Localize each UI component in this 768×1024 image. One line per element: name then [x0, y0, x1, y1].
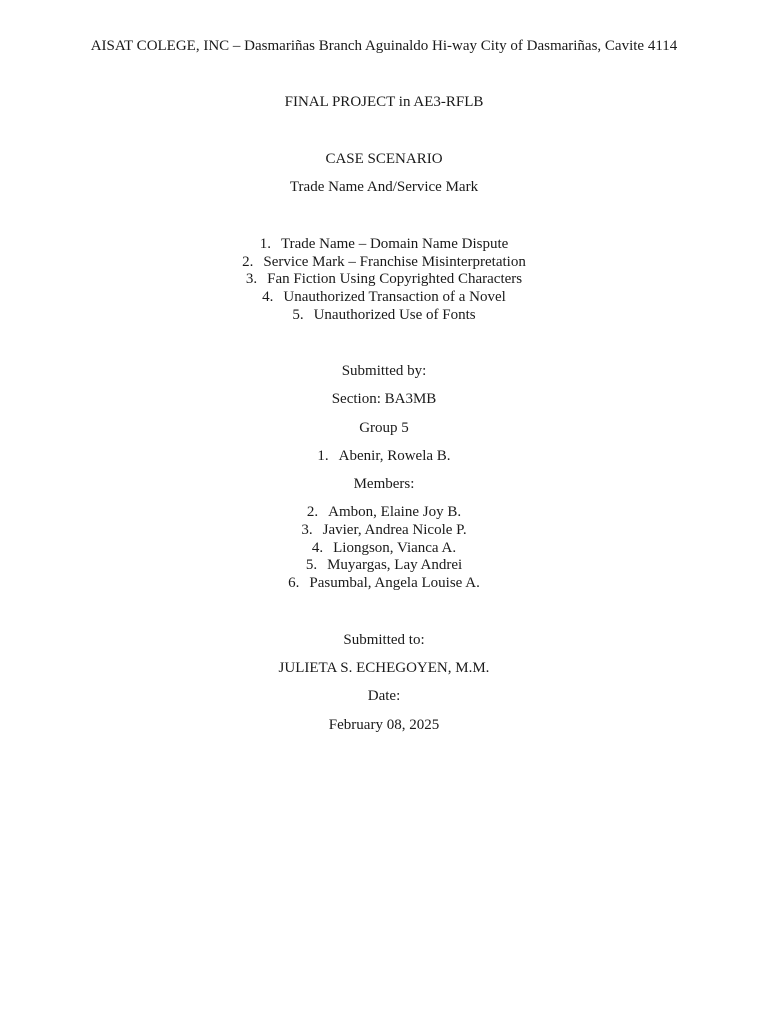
date-value: February 08, 2025	[328, 717, 440, 733]
list-item	[0, 270, 768, 288]
list-item	[0, 306, 768, 324]
list-item	[0, 574, 768, 592]
section-label: Section: BA3MB	[331, 391, 437, 407]
list-text: Unauthorized Transaction of a Novel	[283, 289, 506, 305]
list-text: Unauthorized Use of Fonts	[313, 307, 476, 323]
list-item	[0, 539, 768, 557]
list-number: 2.	[306, 504, 319, 520]
list-text: Liongson, Vianca A.	[333, 540, 457, 556]
list-text: Pasumbal, Angela Louise A.	[309, 575, 480, 591]
list-item	[0, 235, 768, 253]
list-number: 3.	[301, 522, 313, 538]
group-label: Group 5	[359, 420, 409, 436]
list-text: Abenir, Rowela B.	[338, 448, 451, 464]
members-label: Members:	[353, 476, 415, 492]
list-item	[0, 556, 768, 574]
list-number: 6.	[288, 575, 300, 591]
date-label: Date:	[367, 688, 401, 704]
list-text: Service Mark – Franchise Misinterpretation	[263, 254, 526, 270]
list-number: 2.	[242, 254, 254, 270]
list-text: Ambon, Elaine Joy B.	[328, 504, 462, 520]
submitted-to-name: JULIETA S. ECHEGOYEN, M.M.	[278, 660, 490, 676]
list-text: Muyargas, Lay Andrei	[327, 557, 463, 573]
list-text: Trade Name – Domain Name Dispute	[280, 236, 509, 252]
case-scenario-subtitle: Trade Name And/Service Mark	[289, 179, 479, 195]
leader-item	[0, 447, 768, 465]
institution-header: AISAT COLEGE, INC – Dasmariñas Branch Aguinaldo Hi-way City of Dasmariñas, Cavite 4114	[90, 38, 678, 54]
list-item	[0, 288, 768, 306]
submitted-by-label: Submitted by:	[341, 363, 427, 379]
list-text: Javier, Andrea Nicole P.	[322, 522, 467, 538]
list-number: 1.	[317, 448, 329, 464]
list-number: 1.	[259, 236, 271, 252]
list-number: 3.	[245, 271, 258, 287]
list-number: 5.	[305, 557, 318, 573]
list-number: 4.	[262, 289, 274, 305]
list-item	[0, 521, 768, 539]
list-number: 5.	[292, 307, 304, 323]
list-item	[0, 253, 768, 271]
list-item	[0, 503, 768, 521]
project-title: FINAL PROJECT in AE3-RFLB	[284, 94, 484, 110]
submitted-to-label: Submitted to:	[343, 632, 425, 648]
list-text: Fan Fiction Using Copyrighted Characters	[267, 271, 523, 287]
list-number: 4.	[311, 540, 324, 556]
case-scenario-heading: CASE SCENARIO	[325, 151, 443, 167]
